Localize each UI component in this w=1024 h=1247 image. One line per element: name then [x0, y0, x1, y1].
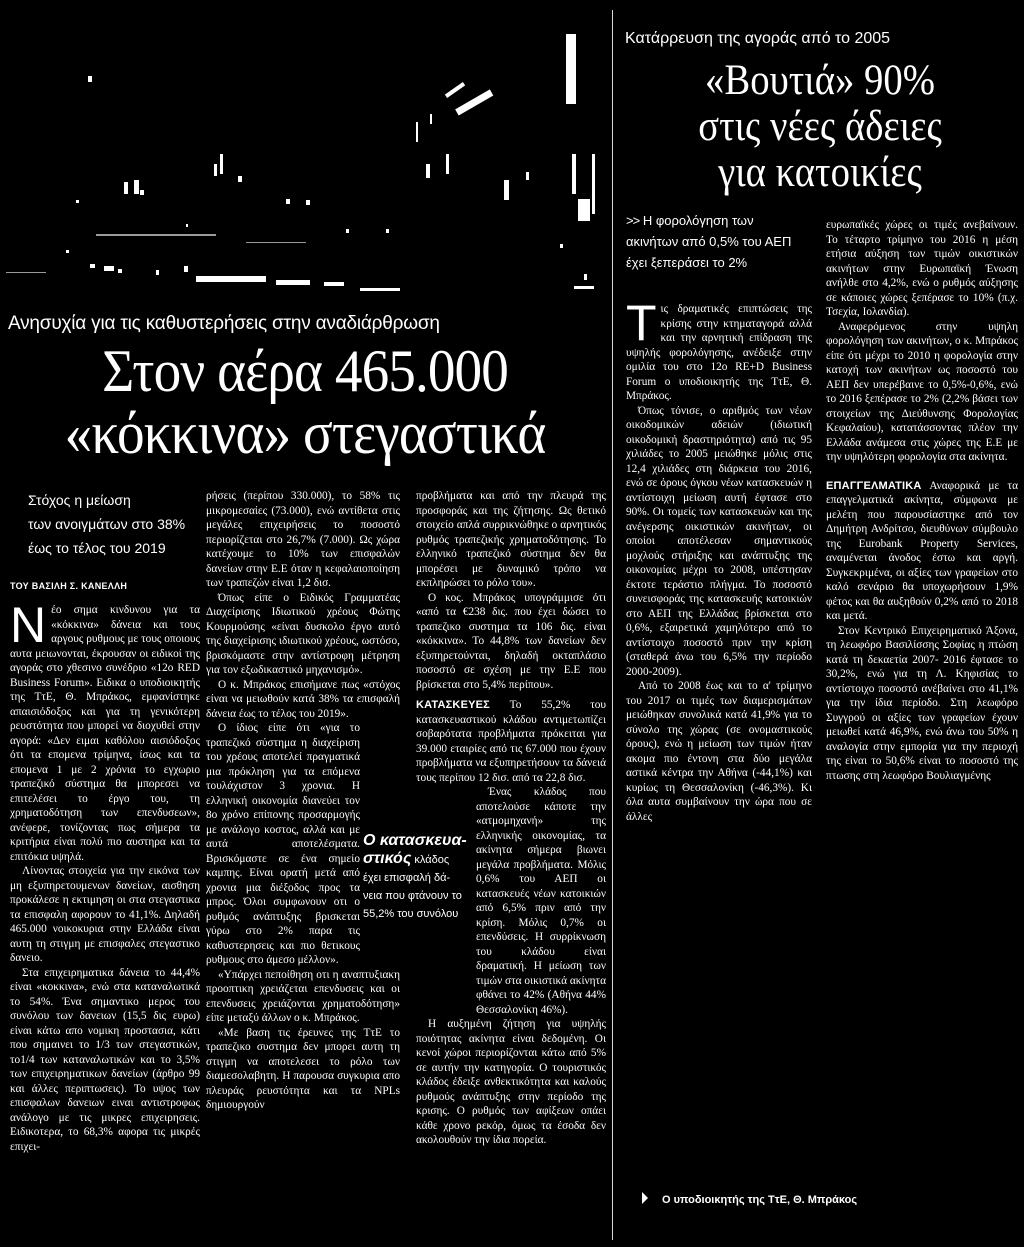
headline-line-2: «κόκκινα» στεγαστικά	[64, 400, 546, 466]
article-kicker: Ανησυχία για τις καθυστερήσεις στην αναδιάρθρωση	[8, 313, 440, 334]
paragraph: Αναφερόμενος στην υψηλη φορολόγηση των ακινήτων, ο κ. Μπράκος είπε ότι μέχρι το 2010 η φορολογία στην κατοχή των ακινήτων ως ποσοστό του ΑΕΠ δεν υπερέβαινε το 0,5%-0,6%, ενώ το 2016 ξεπέρασε το 2% (2,2% βάσει των στοιχείων της Διεύθυνσης Φορολογίας Κεφαλαίου), κατατάσσοντας πλέον την Ελλάδα ανάμεσα στις χώρες της Ε.Ε με την υψηλότερη φορολογία στα ακίνητα.	[826, 320, 1018, 463]
article-headline	[34, 340, 577, 464]
right-article-column-2	[826, 218, 1018, 783]
paragraph: ευρωπαϊκές χώρες οι τιμές ανεβαίνουν. Το τέταρτο τρίμηνο του 2016 η μέση ετήσια αύξηση των τιμών οικιστικών ακινήτων στην Ευρωπαϊκή Ένωση ανήλθε στο 4,2%, ενώ ο ρυθμός αύξησης σε κάποιες χώρες ξεπέρασε το 10% (π.χ. Τσεχία, Ιολανδία).	[826, 219, 1018, 318]
chevron-icon: >>	[626, 213, 640, 228]
pull-quote-line: έχει επισφαλή δά-	[363, 872, 451, 884]
pull-quote-line: 55,2% του συνόλου	[363, 908, 459, 920]
paragraph: Όπως είπε ο Ειδικός Γραμματέας Διαχείρισης Ιδιωτικού χρέους Φώτης Κουρμούσης «είναι δυσκολο έργο αυτό της διαχείρισης ιδιωτικού χρέους, ωστόσο, βρισκόμαστε στην αντίστροφη μέτρηση για τον εξωδικαστικό μηχανισμό».	[206, 591, 400, 676]
sidehead-line-2: ακινήτων από 0,5% του ΑΕΠ	[626, 234, 792, 249]
caption-arrow-icon	[640, 1190, 650, 1206]
pull-quote-line: κλάδος	[414, 854, 450, 866]
paragraph: Στα επιχειρηματικα δάνεια το 44,4% είναι «κοκκινα», ενώ στα καταναλωτικά το 54%. Ένα σημαντικο μερος του συνόλου των δανειων (15,5 δις ευρω) είναι κάτω απο νομικη προστασια, κάτι που σημαινει το 1/3 των στεγαστικών, το1/4 των καταναλωτικών και το 3,5% των επιχειρηματικων δανείων (άρθρο 99 και άλλες περιπτωσεις). Το υψος των επισφαλων δανειων ειναι αντιστροφως ανάλογο με τις μικρες επιχειρησεις. Ειδικοτερα, το 68,3% αφορα τις μικρές επιχει-	[10, 966, 200, 1153]
section-heading: ΚΑΤΑΣΚΕΥΕΣ	[416, 699, 490, 711]
paragraph: Στον Κεντρικό Επιχειρηματικό Άξονα, τη λεωφόρο Βασιλίσσης Σοφίας η πτώση κατά τη δεκαετία 2007- 2016 έφτασε το 30,2%, ενώ για τη Λ. Κηφισίας το αντίστοιχο ποσοστό ανέβαίνει στο 41,1% για την ίδια περίοδο. Στη λεωφόρο Συγγρού οι αξίες των γραφείων έχουν μειωθεί κατά 46,9%, ενώ άνω του 50% η αναλογία στην εμπορία για την περιοχή της είναι το 50,6% είναι το ποσοστό της πτωσης στη λεωφόρο Βουλιαγμένης	[826, 624, 1018, 782]
pull-quote-line: νεια που φτάνουν το	[363, 890, 462, 902]
right-article-column-1	[626, 295, 812, 824]
paragraph: ΚΑΤΑΣΚΕΥΕΣ Το 55,2% του κατασκευαστικού κλάδου αντιμετωπίζει σοβαρότατα προβλήματα πρόκειται για 39.000 εταιρίες από τις 67.000 που έχουν προβλήματα να εξυπηρετήσουν τα δάνειά τους περίπου 12 δισ. από τα 22,8 δισ.	[416, 699, 606, 784]
pull-quote-line: στικός	[363, 850, 412, 867]
paragraph: Λίνοντας στοιχεία για την εικόνα των μη εξυπηρετουμενων δανείων, αισθηση προκάλεσε η εκτιμηση οι στα στεγαστικα τα επισφαλη αφορουν το 41,1%. Δηλαδή 465.000 νοικοκυρια στην Ελλάδα είναι αυτη τη στιγμη με επισφαλες στεγαστικο δανειο.	[10, 865, 200, 964]
headline-line-2: στις νέες άδειες	[698, 103, 942, 150]
paragraph: Η αυξημένη ζήτηση για υψηλής ποιότητας ακίνητα είναι δεδομένη. Οι κενοί χώροι περιορίζονται κάτω από 5% σε αυτήν την κατηγορία. Ο τουριστικός κλάδος έδειξε ανθεκτικότητα και καλούς ρυθμούς ανάπτυξης στην περίοδο της κρισης. Ο ρυθμός των αφίξεων οπάει κάθε χρονο ρεκόρ, όμως τα έσοδα δεν ακολουθούν την ίδια πορεία.	[416, 1018, 606, 1146]
paragraph: Nέο σημα κινδυνου για τα «κόκκινα» δάνεια και τους αργους ρυθμους με τους οποιους αυτα μειωνονται, έκρουσαν οι ειδικοί της αγοράς στο χθεσινο συνέδριο «12ο RED Business Forum». Ειδικα ο υποδιοικητής της ΤτΕ, Θ. Μπράκος, εμφανίστηκε απαισιόδοξος και για τη γενικότερη ρευστότητα που μπορεί να διοχυθεί στην αγορά: «Δεν ειμαι καθόλου αισιόδοξος ότι τα επομενα τρίμηνα, ίσως και τα επομενα 1 με 2 χρόνια το εγχωριο τραπεζικό σύστημα θα μπορεσει να επιτελέσει το έργο του, τη χρηματοδότηση των επενδυσεων», ανέφερε, τονίζοντας πως σήμερα τα κριτήρια είναι πολύ πιο αυστηρα και τα επιτόκια υψηλά.	[10, 597, 200, 863]
paragraph: Όπως τόνισε, ο αριθμός των νέων οικοδομικών αδειών (ιδιωτική οικοδομική δραστηριότητα) από τις 95 χιλιάδες το 2005 μειώθηκε μόλις στις 12,4 χιλιάδες στη διάρκεια του 2016, ενώ σε όρους όγκου νέων κατασκευών η αντίστοιχη μείωση αυτή έφτασε στο 90%. Οι τομείς των κατασκευών και της ανέγερσης οικιστικών ακινήτων, οι οποίοι αποτέλεσαν σημαντικούς μοχλούς στήριξης και ανάπτυξης της οικονομίας μέχρι το 2008, υπέστησαν έκτοτε τεράστιο πλήγμα. Το ποσοστό συνεισφοράς της κατασκευής κατοικιών στο ΑΕΠ της Ελλάδας βρίσκεται στο 0,6%, εξαιρετικά χαμηλότερο από το αντίστοιχο ποσοστό πριν την κρίση (σταθερά άνω του 6,5% την περίοδο 2000-2009).	[626, 404, 812, 678]
paragraph: Ο ίδιος είπε ότι «για το τραπεζικό σύστημα η διαχείριση του χρέους αποτελεί πραγματικά μια πρόκληση για τα επόμενα τουλάχιστον 3 χρονια. Η ελληνική οικονομία διανεύει τον 8ο χρόνο επίπονης προσαρμογής με ανάλογο κοστος, αλλά και με αυτά αποτελέσματα. Βρισκόμαστε σε ένα σημείο καμπης. Είναι ορατή μετά από χρονια μια διέξοδος προς τα μπρος. Όλοι συμφωνουν οτι ο ρυθμός ανάπτυξης βρισκεται γύρω στο 2% παρα τις καθυστερησεις και πιο θετικους ρυθμους στο άμεσο μέλλον».	[206, 722, 360, 966]
headline-line-1: «Βουτιά» 90%	[705, 57, 935, 104]
sidehead-line-1: Στόχος η μείωση	[28, 492, 131, 508]
paragraph: Από το 2008 έως και το α' τρίμηνο του 2017 οι τιμές των διαμερισμάτων μειώθηκαν συνολικά κατά 41,9% για το σύνολο της χώρας (σε ονομαστικούς όρους), ενώ η μείωση των τιμών ήταν ακομα πιο έντονη στα δύο μεγάλα αστικά κέντρα την Αθήνα (-44,1%) και κυρίως τη Θεσσαλονίκη (-46,3%). Κι όλα αυτα συμβαίνουν την ώρα που σε άλλες	[626, 680, 812, 823]
drop-cap: Τ	[626, 295, 657, 351]
paragraph: Ο κος. Μπράκος υπογράμμισε ότι «από τα €238 δις. που έχει δώσει το τραπεζικο συστημα τα 106 δις. είναι «κόκκινα». Το 44,8% των δανείων δεν εξυπηρετούνται, δηλαδή οκταπλάσιο ποσοστό σε σχέση με την Ε.Ε που βρίσκεται στο 5,4% περίπου».	[416, 591, 606, 691]
article-column-2	[206, 489, 400, 1113]
cityscape-night-photo	[6, 4, 598, 294]
paragraph: Ένας κλάδος που αποτελούσε κάποτε την «ατμομηχανή» της ελληνικής οικονομίας, τα ακίνητα σήμερα βιωνει μεγάλα προβλήματα. Μόλις 0,6% του ΑΕΠ οι κατασκευές νέων κατοικιών από 6,5% πριν από την κρίση. Μόλις 0,7% οι επενδύσεις. Η συρρίκνωση του κλάδου είναι δραματική. Η μείωση των τιμών στα οικιστικά ακίνητα φθάνει το 42% (Αθήνα 44% Θεσσαλονίκη 46%).	[476, 786, 606, 1016]
article-sidehead	[28, 488, 198, 560]
byline: ΤΟΥ ΒΑΣΙΛΗ Σ. ΚΑΝΕΛΛΗ	[10, 581, 128, 591]
headline-line-3: για κατοικίες	[718, 149, 922, 196]
sidehead-line-3: έχει ξεπεράσει το 2%	[626, 255, 748, 270]
column-divider	[612, 10, 613, 1240]
paragraph: Ο κ. Μπράκος επισήμανε πως «στόχος είναι να μειωθούν κατά 38% τα επισφαλή δάνεια έως το τέλος του 2019».	[206, 678, 400, 720]
drop-cap: N	[10, 597, 47, 653]
paragraph: «Με βαση τις έρευνες της ΤτΕ το τραπεζικο συστημα δεν μπορει αυτη τη στιγμη να αποτελεσει το ρόλο των διαμεσολαβητη. Η παρουσα συγκυρια απο πλευράς ρευστότητα και τα NPLs δημιουργούν	[206, 1026, 400, 1111]
headline-line-1: Στον αέρα 465.000	[102, 338, 508, 404]
article-column-1	[10, 597, 200, 1154]
pull-quote-line: Ο κατασκευα-	[363, 832, 467, 849]
section-heading: ΕΠΑΓΓΕΛΜΑΤΙΚΑ	[826, 479, 922, 492]
paragraph: «Υπάρχει πεποίθηση οτι η αναπτυξιακη προοπτικη χρειάζεται επενδυσεις και οι επενδυσεις χρειάζονται χρηματοδότηση» είπε μεταξύ άλλων ο κ. Μπράκος.	[206, 968, 400, 1024]
right-article-sidehead	[626, 210, 806, 273]
photo-caption: Ο υποδιοικητής της ΤτΕ, Θ. Μπράκος	[662, 1194, 858, 1206]
paragraph: προβλήματα και από την πλευρά της προσφοράς και της ζήτησης. Ως θετικό στοιχείο απλά συρρικνώθηκε ο αρνητικός ρυθμός τραπεζικής χρηματοδότησης. Το ελληνικό τραπεζικό σύστημα δεν θα μπορέσει με δυναμικό τρόπο να εκπληρώσει το ρόλο του».	[416, 490, 606, 589]
sidehead-line-2: των ανοιγμάτων στο 38%	[28, 516, 186, 532]
paragraph: Τις δραματικές επιπτώσεις της κρίσης στην κτηματαγορά αλλά και την αρνητική επίδραση της υψηλής φορολόγησης, ανέδειξε στην ομιλία του στο 12ο RE+D Business Forum ο υποδιοικητής της ΤτΕ, Θ. Μπράκος.	[626, 295, 812, 402]
sidehead-line-1: Η φορολόγηση των	[642, 213, 754, 228]
paragraph: ΕΠΑΓΓΕΛΜΑΤΙΚΑ Αναφορικά με τα επαγγελματικά ακίνητα, σύμφωνα με μελέτη που παρουσίαστηκε από τον Δημήτρη Ανδρίτσο, διευθύνων σύμβουλο της Eurobank Property Services, αναμένεται άνοδος έστω και αργή. Συγκεκριμένα, οι αξίες των γραφείων στο καλό σενάριο θα υποχωρήσουν 1,9% φέτος και θα αυξηθούν 0,2% από το 2018 και μετά.	[826, 479, 1018, 622]
sidehead-line-3: έως το τέλος του 2019	[28, 540, 166, 556]
right-article-kicker: Κατάρρευση της αγοράς από το 2005	[625, 30, 891, 47]
article-column-3	[416, 489, 606, 1148]
paragraph: ρήσεις (περίπου 330.000), το 58% τις μικρομεσαίες (73.000), ενώ αντίθετα στις μεγάλες επιχειρήσεις το ποσοστό περιορίζεται στο 26,7% (7.000). Ως χώρα κατέχουμε το 10% των επισφαλών δανείων στην Ε.Ε όταν η κεφαλαιοποίηση των τραπεζών είναι 1,2 δισ.	[206, 490, 400, 589]
right-article-headline	[642, 58, 998, 196]
